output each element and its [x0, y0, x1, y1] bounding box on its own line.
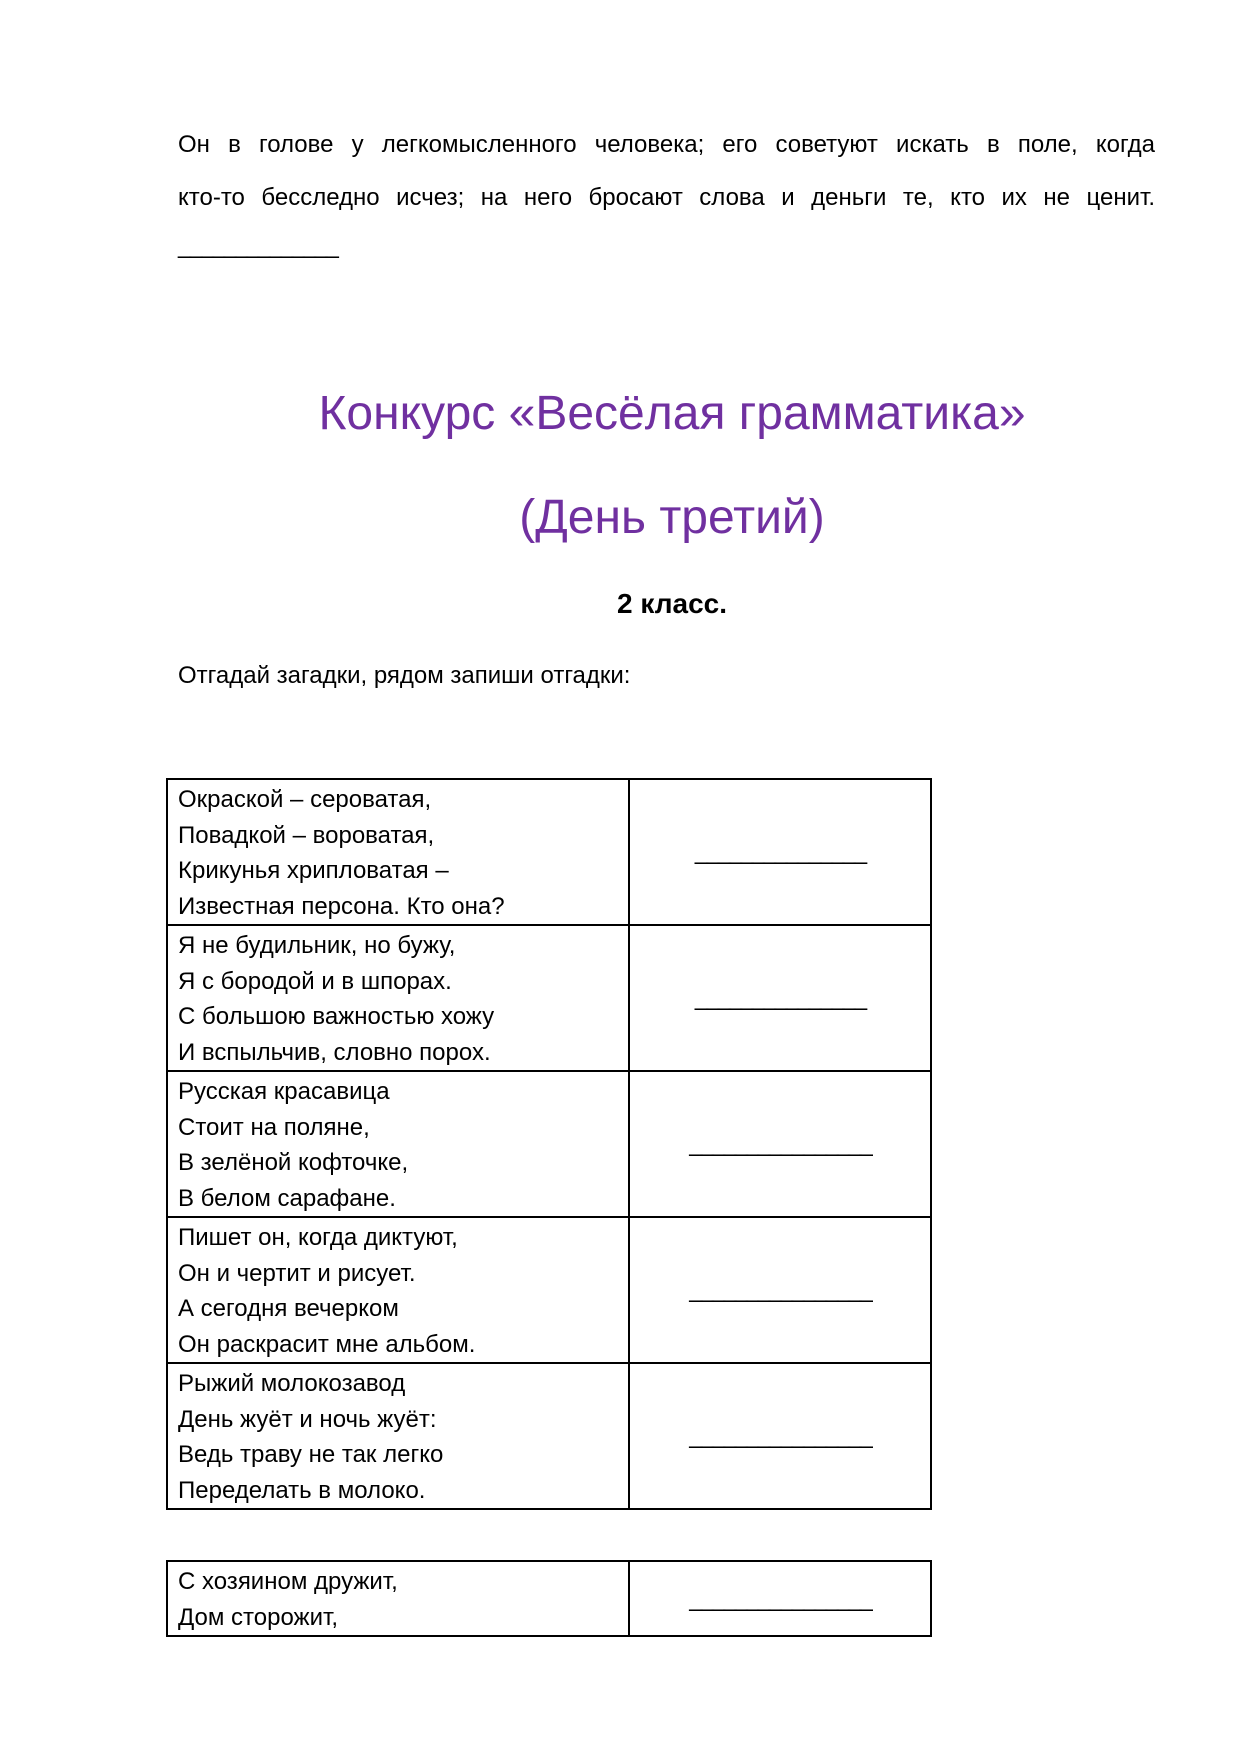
answer-blank: ________________: [689, 1584, 871, 1612]
table-row: [167, 1561, 931, 1636]
page-title: Конкурс «Весёлая грамматика»: [318, 387, 1026, 440]
riddle-line: Переделать в молоко.: [178, 1476, 426, 1504]
answer-blank: ________________: [689, 1276, 871, 1303]
riddle-line: Я с бородой и в шпорах.: [178, 967, 452, 995]
answer-blank: ________________: [689, 1422, 871, 1449]
table-row: [167, 779, 931, 925]
table-row: [167, 1217, 931, 1363]
riddles-table: [166, 778, 932, 1510]
riddle-line: Рыжий молокозавод: [178, 1370, 406, 1397]
riddle-line: Крикунья хрипловатая –: [178, 857, 449, 884]
answer-cell[interactable]: [629, 1363, 931, 1509]
instruction-text: Отгадай загадки, рядом запиши отгадки:: [178, 662, 631, 689]
riddle-cell: [167, 1071, 629, 1217]
answer-blank: _______________: [694, 984, 866, 1011]
riddle-line: Стоит на поляне,: [178, 1113, 370, 1141]
answer-blank: ________________: [689, 1130, 871, 1157]
riddle-line: Известная персона. Кто она?: [178, 892, 505, 920]
riddle-line: Пишет он, когда диктуют,: [178, 1224, 458, 1251]
answer-cell[interactable]: [629, 925, 931, 1071]
intro-line-2: кто-то бесследно исчез; на него бросают слова и деньги те, кто их не ценит.: [178, 184, 1155, 211]
answer-cell[interactable]: [629, 1071, 931, 1217]
answer-cell[interactable]: [629, 1561, 931, 1636]
riddle-cell: [167, 925, 629, 1071]
riddle-cell: [167, 779, 629, 925]
riddle-line: Ведь траву не так легко: [178, 1441, 444, 1468]
riddle-line: Он и чертит и рисует.: [178, 1259, 416, 1287]
riddle-line: Он раскрасит мне альбом.: [178, 1330, 476, 1358]
riddle-line: В белом сарафане.: [178, 1184, 396, 1212]
riddle-cell: [167, 1363, 629, 1509]
table-row: [167, 1071, 931, 1217]
intro-answer-blank: ______________: [178, 232, 337, 259]
riddle-line: Повадкой – вороватая,: [178, 821, 435, 849]
table-row: [167, 925, 931, 1071]
riddle-line: Русская красавица: [178, 1078, 390, 1105]
riddle-cell: [167, 1561, 629, 1636]
riddle-line: Дом сторожит,: [178, 1603, 338, 1631]
riddle-line: В зелёной кофточке,: [178, 1149, 409, 1176]
riddle-line: Я не будильник, но бужу,: [178, 932, 456, 959]
answer-cell[interactable]: [629, 779, 931, 925]
riddle-line: С хозяином дружит,: [178, 1568, 398, 1595]
answer-blank: _______________: [694, 838, 866, 865]
riddle-line: И вспыльчив, словно порох.: [178, 1038, 491, 1066]
riddle-cell: [167, 1217, 629, 1363]
table-row: [167, 1363, 931, 1509]
intro-riddle: [178, 118, 1155, 224]
grade-heading: 2 класс.: [617, 588, 727, 619]
riddle-line: А сегодня вечерком: [178, 1295, 399, 1322]
intro-line-1: Он в голове у легкомысленного человека; его советуют искать в поле, когда: [178, 131, 1155, 158]
riddles-table-continued: [166, 1560, 932, 1637]
riddle-line: День жуёт и ночь жуёт:: [178, 1405, 437, 1433]
riddle-line: Окраской – сероватая,: [178, 786, 432, 813]
answer-cell[interactable]: [629, 1217, 931, 1363]
page-subtitle: (День третий): [519, 491, 825, 544]
riddle-line: С большою важностью хожу: [178, 1003, 495, 1030]
